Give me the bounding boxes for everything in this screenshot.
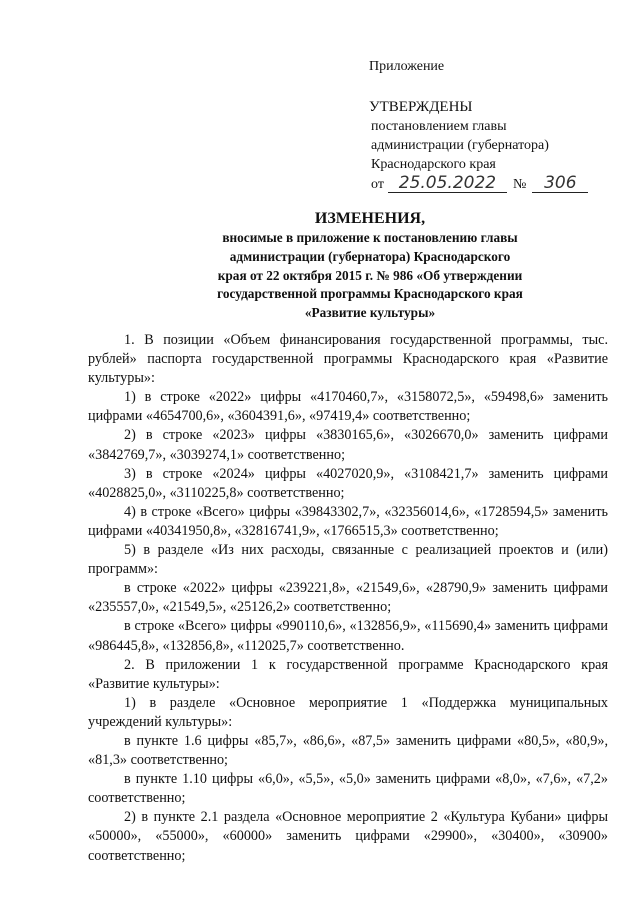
approval-block (369, 57, 588, 194)
title-line: «Развитие культуры» (304, 305, 436, 321)
approved-heading: УТВЕРЖДЕНЫ (369, 99, 473, 115)
paragraph: в строке «2022» цифры «239221,8», «21549,6», «28790,9» заменить цифрами «235557,0», «21549,5», «25126,2» соответственно; (88, 580, 608, 616)
paragraph: 4) в строке «Всего» цифры «39843302,7», «32356014,6», «1728594,5» заменить цифрами «40341950,8», «32816741,9», «1766515,3» соответственно; (88, 503, 608, 539)
paragraph: 3) в строке «2024» цифры «4027020,9», «3108421,7» заменить цифрами «4028825,0», «3110225,8» соответственно; (88, 465, 608, 501)
paragraph: в строке «Всего» цифры «990110,6», «132856,9», «115690,4» заменить цифрами «986445,8», «132856,8», «112025,7» соответственно. (88, 618, 608, 654)
approval-line: администрации (губернатора) (371, 138, 549, 153)
paragraph: 2. В приложении 1 к государственной программе Краснодарского края «Развитие культуры»: (88, 656, 608, 692)
paragraph: 5) в разделе «Из них расходы, связанные с реализацией проектов и (или) программ»: (88, 542, 608, 578)
handwritten-number: 306 (532, 174, 588, 193)
title-line: края от 22 октября 2015 г. № 986 «Об утверждении (217, 267, 523, 283)
title-line: вносимые в приложение к постановлению главы (222, 230, 518, 245)
document-title (160, 209, 580, 323)
paragraph: 1) в разделе «Основное мероприятие 1 «Поддержка муниципальных учреждений культуры»: (88, 694, 608, 730)
date-number-line (369, 174, 588, 194)
title-line: администрации (губернатора) Краснодарского (229, 248, 511, 264)
paragraph: в пункте 1.6 цифры «85,7», «86,6», «87,5» заменить цифрами «80,5», «80,9», «81,3» соответственно; (88, 732, 608, 769)
paragraph: в пункте 1.10 цифры «6,0», «5,5», «5,0» заменить цифрами «8,0», «7,6», «7,2» соответственно; (88, 771, 608, 807)
handwritten-date: 25.05.2022 (388, 174, 507, 193)
paragraph: 2) в строке «2023» цифры «3830165,6», «3026670,0» заменить цифрами «3842769,7», «3039274,1» соответственно; (88, 427, 608, 463)
paragraph: 2) в пункте 2.1 раздела «Основное мероприятие 2 «Культура Кубани» цифры «50000», «55000», «60000» заменить цифрами «29900», «30400», «30900» соответственно; (88, 809, 608, 864)
approval-line: постановлением главы (371, 119, 507, 134)
document-body (88, 331, 608, 866)
title-heading: ИЗМЕНЕНИЯ, (314, 210, 426, 227)
approval-line: Краснодарского края (371, 157, 496, 172)
paragraph: 1) в строке «2022» цифры «4170460,7», «3158072,5», «59498,6» заменить цифрами «4654700,6», «3604391,6», «97419,4» соответственно; (88, 389, 608, 425)
paragraph: 1. В позиции «Объем финансирования государственной программы, тыс. рублей» паспорта государственной программы Краснодарского края «Развитие культуры»: (88, 332, 608, 387)
appendix-label: Приложение (369, 59, 445, 74)
title-line: государственной программы Краснодарского края (217, 286, 523, 302)
date-prefix: от (371, 177, 384, 192)
number-sign: № (512, 177, 527, 192)
